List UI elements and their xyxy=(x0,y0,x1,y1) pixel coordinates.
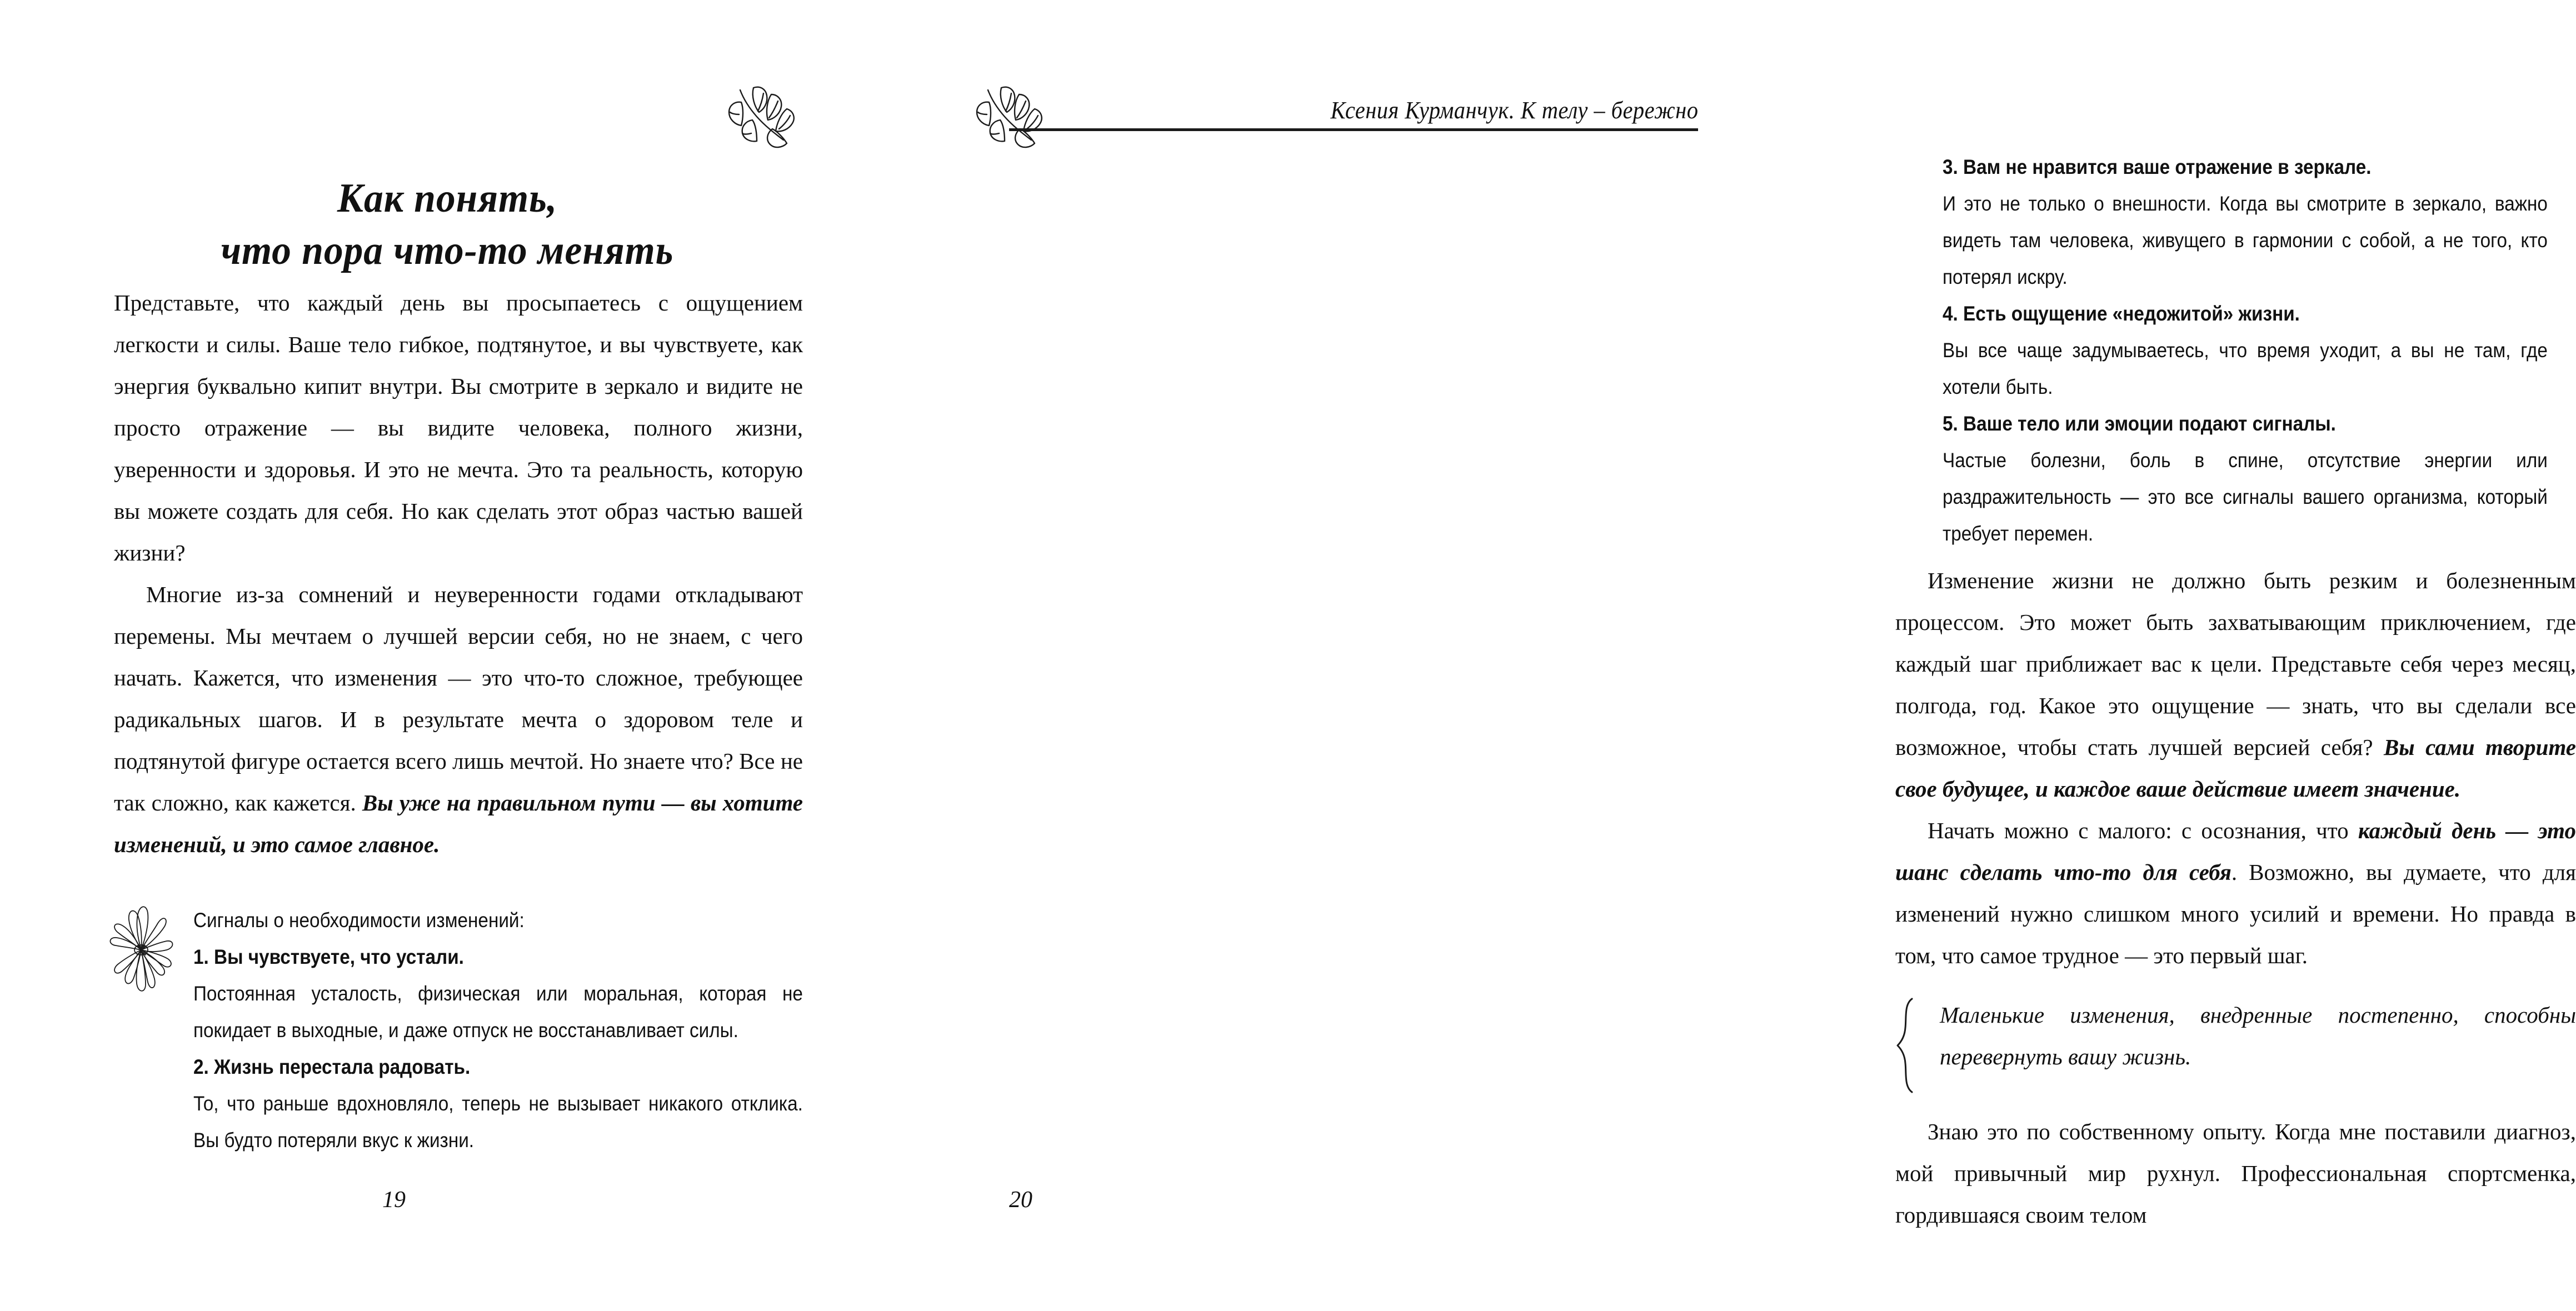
chapter-title-line-1: Как понять, xyxy=(337,175,558,221)
pull-quote-text: Маленькие изменения, внедренные постепенно, способны перевернуть вашу жизнь. xyxy=(1940,1002,2576,1069)
running-head-text: Ксения Курманчук. К телу – бережно xyxy=(1330,97,1698,124)
signal-heading: 2. Жизнь перестала радовать. xyxy=(193,1055,471,1078)
right-body-text-upper xyxy=(1895,560,2576,977)
signal-description: И это не только о внешности. Когда вы смотрите в зеркало, важно видеть там человека, живущего в гармонии с собой, а не того, кто потерял искру. xyxy=(1943,192,2548,288)
paragraph-text: Многие из-за сомнений и неуверенности годами откладывают перемены. Мы мечтаем о лучшей версии себя, но не знаем, с чего начать. Кажется, что изменения — это что-то сложное, требующее радикальных шагов. И в результате мечта о здоровом теле и подтянутой фигуре остается всего лишь мечтой. Но знаете что? Все не так сложно, как кажется. xyxy=(114,582,803,815)
signal-heading: 3. Вам не нравится ваше отражение в зеркале. xyxy=(1943,156,2372,178)
running-head-rule xyxy=(1009,128,1698,131)
daisy-flower-icon xyxy=(109,901,174,1001)
paragraph-text: Начать можно с малого: с осознания, что xyxy=(1928,818,2358,843)
emphasis-text: Вы уже на правильном пути — вы хотите изменений, и это самое главное. xyxy=(114,790,803,857)
emphasis-text: Вы сами творите свое будущее, и каждое ваше действие имеет значение. xyxy=(1895,734,2576,802)
signal-heading: 1. Вы чувствуете, что устали. xyxy=(193,945,464,968)
running-head xyxy=(1009,83,1698,139)
left-signal-list xyxy=(193,902,803,1159)
pull-quote xyxy=(1895,994,2576,1078)
signals-intro: Сигналы о необходимости изменений: xyxy=(193,909,525,932)
left-body-text xyxy=(114,282,803,865)
chapter-title xyxy=(89,172,806,277)
curly-brace-icon xyxy=(1895,994,1925,1078)
left-page xyxy=(0,0,898,1311)
signal-heading: 4. Есть ощущение «недожитой» жизни. xyxy=(1943,302,2300,325)
right-signal-list xyxy=(1943,149,2548,552)
paragraph-text: Изменение жизни не должно быть резким и болезненным процессом. Это может быть захватывающим приключением, где каждый шаг приближает вас к цели. Представьте себя через месяц, полгода, год. Какое это ощущение — знать, что вы сделали все возможное, чтобы стать лучшей версией себя? xyxy=(1895,568,2576,760)
paragraph xyxy=(114,574,803,865)
chapter-title-line-2: что пора что-то менять xyxy=(221,228,674,274)
paragraph-text: Представьте, что каждый день вы просыпаетесь с ощущением легкости и силы. Ваше тело гибкое, подтянутое, и вы чувствуете, как энергия буквально кипит внутри. Вы смотрите в зеркало и видите не просто отражение — вы видите человека, полного жизни, уверенности и здоровья. И это не мечта. Это та реальность, которую вы можете создать для себя. Но как сделать этот образ частью вашей жизни? xyxy=(114,290,803,566)
paragraph-text: . Возможно, вы думаете, что для изменений нужно слишком много усилий и времени. Но правда в том, что самое трудное — это первый шаг. xyxy=(1895,859,2576,968)
paragraph xyxy=(114,282,803,574)
paragraph xyxy=(1895,810,2576,977)
paragraph xyxy=(1895,560,2576,810)
right-page xyxy=(898,0,2576,1311)
signal-description: То, что раньше вдохновляло, теперь не вызывает никакого отклика. Вы будто потеряли вкус к жизни. xyxy=(193,1092,803,1152)
right-body-text-lower xyxy=(1895,1111,2576,1236)
leaf-branch-icon xyxy=(721,78,805,150)
emphasis-text: каждый день — это шанс сделать что-то для себя xyxy=(1895,818,2576,885)
signal-heading: 5. Ваше тело или эмоции подают сигналы. xyxy=(1943,412,2336,435)
signal-description: Постоянная усталость, физическая или моральная, которая не покидает в выходные, и даже отпуск не восстанавливает силы. xyxy=(193,982,803,1042)
page-number: 19 xyxy=(382,1187,406,1213)
signal-description: Частые болезни, боль в спине, отсутствие энергии или раздражительность — это все сигналы вашего организма, который требует перемен. xyxy=(1943,449,2548,545)
signal-description: Вы все чаще задумываетесь, что время уходит, а вы не там, где хотели быть. xyxy=(1943,339,2548,398)
paragraph xyxy=(1895,1111,2576,1236)
paragraph-text: Знаю это по собственному опыту. Когда мне поставили диагноз, мой привычный мир рухнул. Профессиональная спортсменка, гордившаяся своим телом xyxy=(1895,1119,2576,1228)
page-number: 20 xyxy=(1009,1187,1032,1213)
